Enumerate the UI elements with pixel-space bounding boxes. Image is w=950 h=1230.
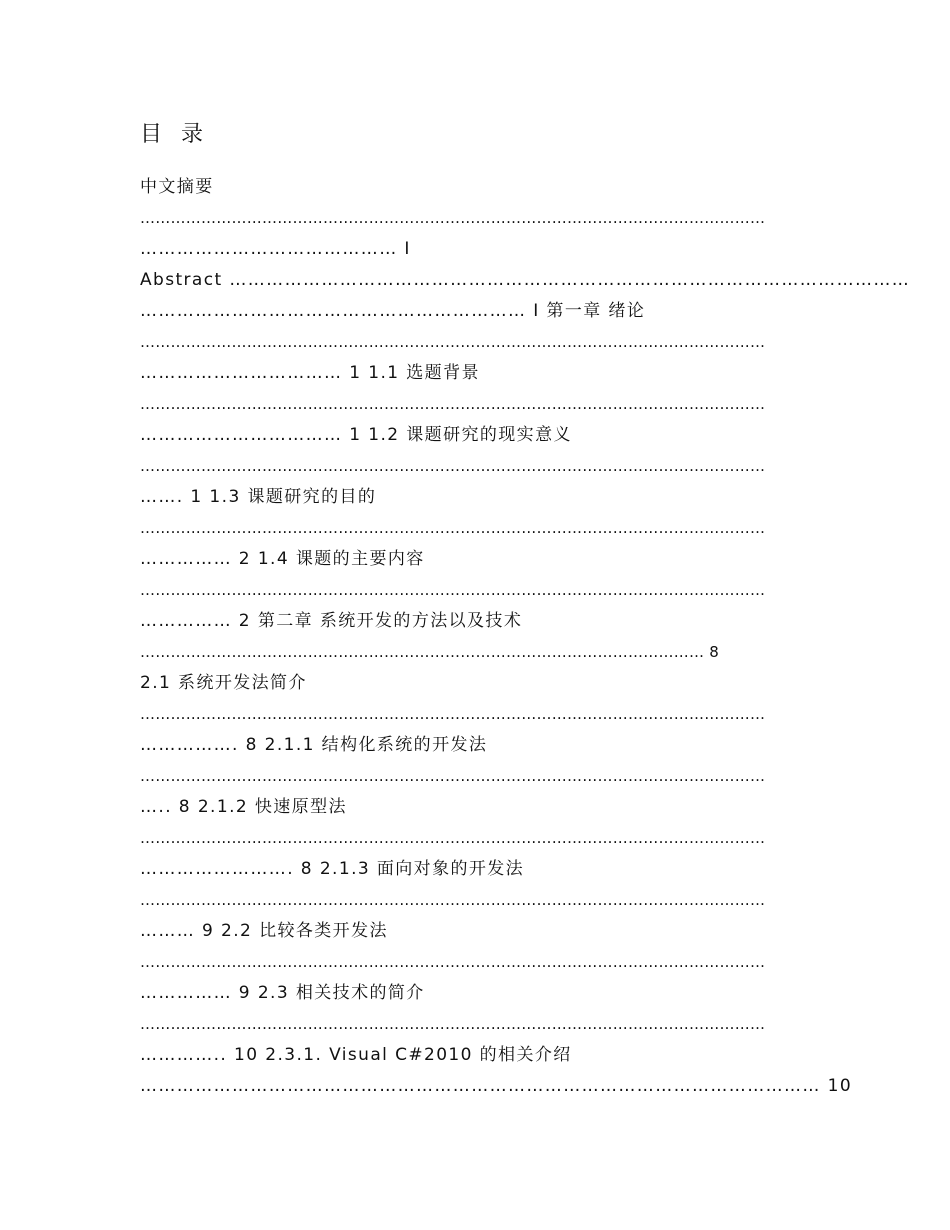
toc-line: …………………………… 1 1.2 课题研究的现实意义 bbox=[140, 425, 572, 445]
toc-line: …………… 2 第二章 系统开发的方法以及技术 bbox=[140, 611, 523, 631]
toc-line: ……………………………………………………… I 第一章 绪论 bbox=[140, 301, 646, 321]
toc-line: …………………………………………………………………………………………………………… bbox=[140, 457, 766, 475]
toc-line: …………………………………………………………………………………………………………… bbox=[140, 953, 766, 971]
toc-line: …………… 9 2.3 相关技术的简介 bbox=[140, 983, 425, 1003]
toc-line: …………………………………… I bbox=[140, 239, 411, 259]
toc-line: …………… 2 1.4 课题的主要内容 bbox=[140, 549, 425, 569]
toc-line: …………………………………………………………………………………………………………… bbox=[140, 1015, 766, 1033]
toc-line: ….. 8 2.1.2 快速原型法 bbox=[140, 797, 347, 817]
toc-line: …………………………………………………………………………………………………………… bbox=[140, 519, 766, 537]
toc-line: ……. 1 1.3 课题研究的目的 bbox=[140, 487, 377, 507]
toc-line: ………….. 10 2.3.1. Visual C#2010 的相关介绍 bbox=[140, 1045, 572, 1065]
toc-line: 2.1 系统开发法简介 bbox=[140, 673, 307, 693]
toc-line: …………………………………………………………………………………………………………… bbox=[140, 395, 766, 413]
toc-line: ……………. 8 2.1.1 结构化系统的开发法 bbox=[140, 735, 488, 755]
toc-line: …………………………… 1 1.1 选题背景 bbox=[140, 363, 480, 383]
toc-line: …………………………………………………………………………………………………………… bbox=[140, 333, 766, 351]
toc-line: …………………………………………………………………………………………………………… bbox=[140, 829, 766, 847]
page-title: 目 录 bbox=[140, 122, 209, 147]
toc-line: …………………………………………………………………………………………………………… bbox=[140, 705, 766, 723]
toc-line: ……………………. 8 2.1.3 面向对象的开发法 bbox=[140, 859, 525, 879]
toc-line: …………………………………………………………………………………………………………… bbox=[140, 767, 766, 785]
toc-line: 中文摘要 bbox=[140, 177, 214, 197]
toc-line: ………………………………………………………………………………………………… 8 bbox=[140, 643, 720, 661]
toc-line: ……… 9 2.2 比较各类开发法 bbox=[140, 921, 388, 941]
toc-line: …………………………………………………………………………………………………………… bbox=[140, 891, 766, 909]
toc-line: …………………………………………………………………………………………………………… bbox=[140, 581, 766, 599]
toc-line: Abstract ………………………………………………………………………………………………… bbox=[140, 270, 911, 290]
toc-line: …………………………………………………………………………………………………………… bbox=[140, 209, 766, 227]
toc-line: ………………………………………………………………………………………………… 10 bbox=[140, 1076, 853, 1096]
